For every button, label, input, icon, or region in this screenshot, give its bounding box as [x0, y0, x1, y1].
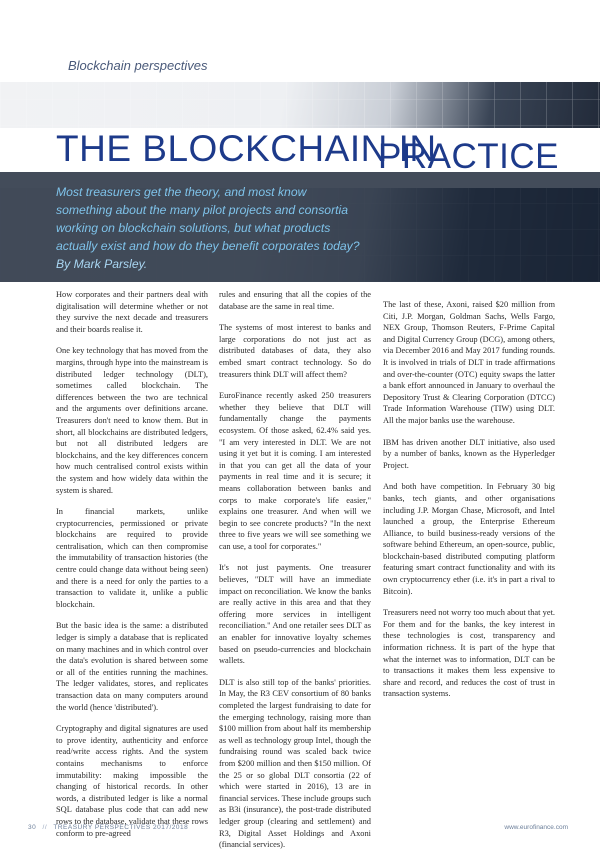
paragraph: rules and ensuring that all the copies of the database are the same in real time. [219, 290, 371, 311]
paragraph: The last of these, Axoni, raised $20 million from Citi, J.P. Morgan, Goldman Sachs, Wells Fargo, NEX Group, Thomson Reuters, F-Prime Capital and Digital Currency Group (DCG), among others, via December 2016 and May 2017 funding rounds. It is involved in trials of DLT in trade affirmations and over-the-counter (OTC) equity swaps the latter a bank effort announced in January to overhaul the Depository Trust & Clearing Corporation (DTCC) Trade Information Warehouse (TIW) using DLT. All the major banks use the warehouse. [383, 300, 555, 425]
article-title-right: PRACTICE [378, 137, 559, 176]
page-number: 30 [28, 824, 37, 831]
page-footer [0, 824, 600, 838]
paragraph: EuroFinance recently asked 250 treasurers whether they believe that DLT will fundamentally change the payments ecosystem. Of those asked, 62.4% said yes. "I am very interested in DLT. We are not using it yet but it is coming. I am interested in that you can get all the data of your payments in real time and it is secure; it means collaboration between banks and corps to make corporate's life easier," explains one treasurer. And when will we begin to see concrete products? "In the next three to five years we will see something we can use, a tool for corporates." [219, 391, 371, 551]
byline: By Mark Parsley. [56, 257, 148, 271]
paragraph: Cryptography and digital signatures are used to prove identity, authenticity and enforce read/write access rights. And the system contains mechanisms to enforce immutability: making impossible the changing of historical records. In other words, a distributed ledger is like a normal SQL database plus code that can add new rows to the database, validate that these rows conform to pre-agreed [56, 724, 208, 838]
standfirst [56, 183, 366, 273]
paragraph: How corporates and their partners deal with digitalisation will determine whether or not they survive the next decade and treasurers and their boards realise it. [56, 290, 208, 334]
paragraph: The systems of most interest to banks and large corporations do not just act as distributed databases of data, they also embed smart contract technology. So do treasurers think DLT will affect them? [219, 323, 371, 379]
paragraph: IBM has driven another DLT initiative, also used by a number of banks, known as the Hyperledger Project. [383, 437, 555, 470]
paragraph: It's not just payments. One treasurer believes, "DLT will have an immediate impact on reconciliation. We know the banks are really active in this area and that they offering more services in intelligent reconciliation." And one retailer sees DLT as an enabler for innovative loyalty schemes based on pseudo-currencies and blockchain wallets. [219, 563, 371, 666]
footer-separator: // [42, 824, 48, 831]
paragraph: In financial markets, unlike cryptocurrencies, permissioned or private blockchains are required to provide centralisation, which can then compromise the immutability of transaction histories (the centre could change data without being seen) and there is a need for only the parties to a transaction to validate it, unlike a public blockchain. [56, 507, 208, 609]
paragraph: One key technology that has moved from the margins, through hype into the mainstream is distributed ledger technology (DLT), sometimes called blockchain. The differences between the two are technical and the arguments over definitions arcane. Treasurers don't need to know them. But in short, all blockchains are distributed ledgers, but not all distributed ledgers are blockchains, and the key differences concern how much centralised control exists within the system and how widely data within the system is shared. [56, 346, 208, 495]
footer-page-info [28, 824, 188, 831]
article-column-1 [56, 289, 208, 849]
publication-name: TREASURY PERSPECTIVES 2017/2018 [53, 824, 189, 831]
paragraph: DLT is also still top of the banks' priorities. In May, the R3 CEV consortium of 80 banks completed the largest fundraising to date for the emerging technology, raising more than $100 million from about half its membership as well as technology group Intel, though the fundraising round was scaled back twice from $200 million and then $150 million. Of the 25 or so global DLT consortia (22 of which were started in 2016), 13 are in financial services. These include groups such as B3i (insurance), the post-trade distributed ledger group (clearing and settlement) and R3, Digital Asset Holdings and Axoni (financial services). [219, 677, 371, 850]
paragraph: Treasurers need not worry too much about that yet. For them and for the banks, the key interest in these technologies is cost, transparency and information richness. It is part of the hype that what the internet was to information, DLT can be to transactions it makes them less expensive to share and record, and reduces the cost of trust in transaction systems. [383, 608, 555, 699]
section-label: Blockchain perspectives [68, 58, 208, 73]
paragraph: And both have competition. In February 30 big banks, tech giants, and other organisations including J.P. Morgan Chase, Microsoft, and Intel launched a group, the Enterprise Ethereum Alliance, to build business-ready versions of the software behind Ethereum, an open-source, public, blockchain-based distributed computing platform featuring smart contract functionality and with its own cryptocurrency ether (i.e. it's in part a rival to Bitcoin). [383, 482, 555, 596]
paragraph: But the basic idea is the same: a distributed ledger is simply a database that is replicated on many machines and in which control over the data's evolution is shared between some or all of the entities running the machines. The ledger validates, stores, and replicates transaction data on many computers around the world (hence 'distributed'). [56, 621, 208, 712]
article-title-left: THE BLOCKCHAIN IN [56, 128, 437, 169]
article-column-2 [219, 289, 371, 861]
article-column-3 [383, 299, 555, 710]
footer-url[interactable]: www.eurofinance.com [504, 824, 568, 831]
standfirst-text: Most treasurers get the theory, and most know something about the many pilot projects and consortia working on blockchain solutions, but what products actually exist and how do they benefit corporates today? [56, 185, 360, 253]
